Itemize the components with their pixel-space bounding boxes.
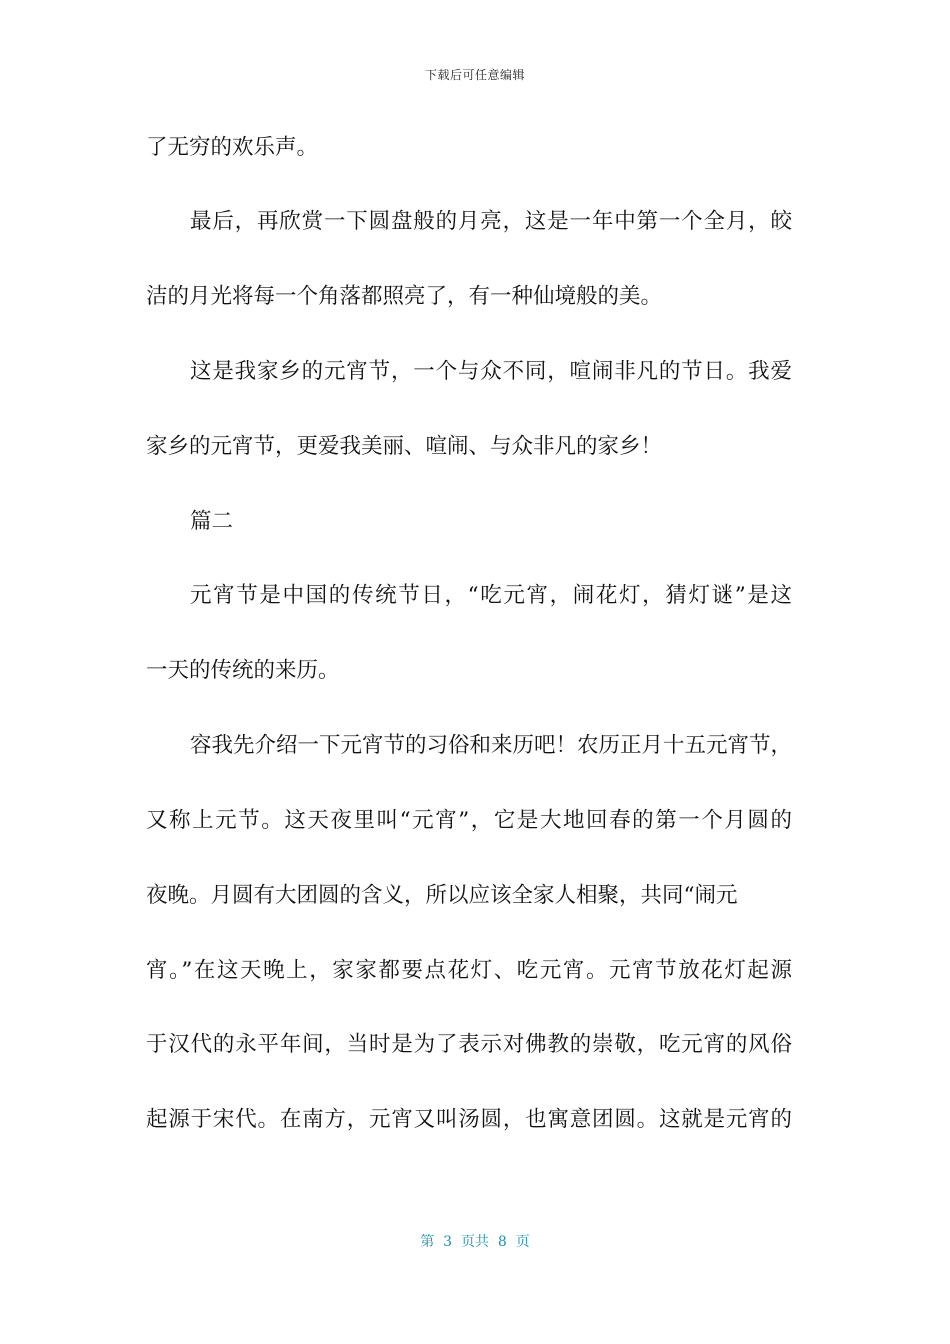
section-heading: 篇二 bbox=[190, 509, 234, 534]
page-footer: 第 3 页共 8 页 bbox=[420, 1234, 530, 1250]
text-line: 宵。”在这天晚上，家家都要点花灯、吃元宵。元宵节放花灯起源 bbox=[146, 958, 792, 983]
text-line: 最后，再欣赏一下圆盘般的月亮，这是一年中第一个全月，皎 bbox=[190, 209, 792, 234]
text-line: 这是我家乡的元宵节，一个与众不同，喧闹非凡的节日。我爱 bbox=[190, 359, 792, 384]
text-line: 一天的传统的来历。 bbox=[146, 658, 340, 683]
text-line: 起源于宋代。在南方，元宵又叫汤圆，也寓意团圆。这就是元宵的 bbox=[146, 1107, 792, 1132]
text-line: 家乡的元宵节，更爱我美丽、喧闹、与众非凡的家乡！ bbox=[146, 434, 663, 459]
text-line: 洁的月光将每一个角落都照亮了，有一种仙境般的美。 bbox=[146, 284, 663, 309]
text-line: 夜晚。月圆有大团圆的含义，所以应该全家人相聚，共同“闹元 bbox=[146, 883, 738, 908]
text-line: 于汉代的永平年间，当时是为了表示对佛教的崇敬，吃元宵的风俗 bbox=[146, 1032, 792, 1057]
text-line: 容我先介绍一下元宵节的习俗和来历吧！农历正月十五元宵节， bbox=[190, 733, 793, 758]
text-line: 了无穷的欢乐声。 bbox=[146, 135, 319, 160]
text-line: 又称上元节。这天夜里叫“元宵”，它是大地回春的第一个月圆的 bbox=[146, 808, 792, 833]
page-header: 下载后可任意编辑 bbox=[424, 68, 525, 82]
text-line: 元宵节是中国的传统节日，“吃元宵，闹花灯，猜灯谜”是这 bbox=[190, 583, 792, 608]
